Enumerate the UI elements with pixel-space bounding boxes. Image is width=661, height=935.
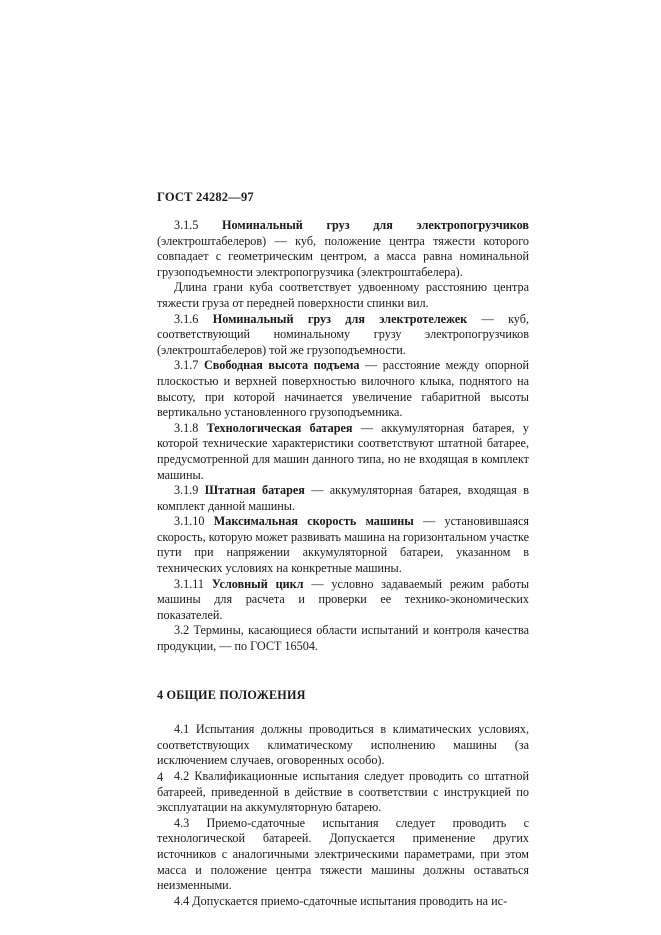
paragraph-text: Термины, касающиеся области испытаний и контроля качества продукции, — по ГОСТ 16504.: [157, 623, 529, 654]
term: Номинальный груз для электропогрузчиков: [222, 218, 529, 232]
clause-number: 4.2: [174, 769, 190, 783]
clause-number: 3.1.5: [174, 218, 199, 232]
paragraph: [157, 280, 529, 311]
clause-number: 4.3: [174, 815, 190, 830]
paragraph: [157, 514, 529, 576]
paragraph-text: — установившаяся скорость, которую может развивать машина на горизонтальном участке пути при напряжении аккумуляторной батареи, указанном в технических условиях на конкретные машины.: [157, 514, 529, 576]
paragraph: [157, 769, 529, 816]
clause-number: 4.4: [174, 893, 190, 908]
term: Свободная высота подъема: [203, 358, 360, 373]
clause-number: 3.2: [174, 623, 190, 638]
section-title: 4 ОБЩИЕ ПОЛОЖЕНИЯ: [157, 687, 306, 702]
paragraph: [157, 358, 529, 420]
paragraph: [157, 722, 529, 769]
document-body: [157, 218, 529, 909]
paragraph-text: — условно задаваемый режим работы машины для расчета и проверки ее технико-экономических показателей.: [157, 576, 530, 622]
paragraph-text: — куб, соответствующий номинальному грузу электропогрузчиков (электроштабелеров) той же грузоподъемности.: [157, 311, 529, 357]
paragraph-text: — аккумуляторная батарея, у которой технические характеристики соответствуют штатной батарее, предусмотренной для машин данного типа, но не входящая в комплект машины.: [157, 420, 530, 482]
paragraph: [157, 623, 529, 654]
clause-number: 3.1.10: [174, 514, 205, 529]
term: Номинальный груз для электротележек: [212, 311, 468, 326]
clause-number: 4.1: [174, 722, 190, 737]
clause-number: 3.1.9: [174, 483, 199, 498]
document-header: ГОСТ 24282—97: [157, 190, 254, 204]
paragraph: [157, 894, 529, 910]
clause-number: 3.1.8: [174, 420, 199, 435]
paragraph: [157, 577, 529, 624]
page-number: 4: [157, 770, 164, 784]
paragraph-text: — расстояние между опорной плоскостью и верхней поверхностью вилочного клыка, поднятого на высоту, при которой начинается увеличение габаритной высоты вертикально установленного грузоподъемника.: [157, 358, 530, 420]
paragraph-text: Допускается приемо-сдаточные испытания проводить на ис-: [192, 893, 508, 908]
paragraph: [157, 421, 529, 483]
paragraph-text: — аккумуляторная батарея, входящая в комплект данной машины.: [157, 483, 529, 513]
definitions-list: [157, 218, 529, 655]
clause-number: 3.1.7: [174, 358, 199, 373]
paragraph-text: Квалификационные испытания следует проводить со штатной батареей, приведенной в действие в соответствии с инструкцией по эксплуатации на аккумуляторную батарею.: [157, 769, 529, 815]
clause-number: 3.1.11: [174, 576, 205, 591]
paragraph-text: Длина грани куба соответствует удвоенному расстоянию центра тяжести груза от передней поверхности спинки вил.: [157, 280, 529, 310]
term: Технологическая батарея: [206, 420, 353, 435]
term: Условный цикл: [211, 576, 304, 591]
paragraph: [157, 218, 529, 280]
paragraph: [157, 483, 529, 514]
paragraph-text: (электроштабелеров) — куб, положение центра тяжести которого совпадает с геометрическим центром, а масса равна номинальной грузоподъемности электропогрузчика (электроштабелера).: [157, 233, 529, 279]
paragraph: [157, 816, 529, 894]
paragraph-text: Испытания должны проводиться в климатических условиях, соответствующих климатическому исполнению машины (за исключением случаев, оговоренных особо).: [157, 722, 530, 768]
clause-number: 3.1.6: [174, 311, 199, 326]
term: Штатная батарея: [204, 483, 305, 498]
paragraph-text: Приемо-сдаточные испытания следует проводить с технологической батареей. Допускается применение других источников с аналогичными электрическими параметрами, при этом масса и положение центра тяжести машины должны оставаться неизменными.: [157, 815, 529, 893]
paragraph: [157, 312, 529, 359]
general-provisions-list: [157, 722, 529, 909]
term: Максимальная скорость машины: [213, 514, 414, 529]
